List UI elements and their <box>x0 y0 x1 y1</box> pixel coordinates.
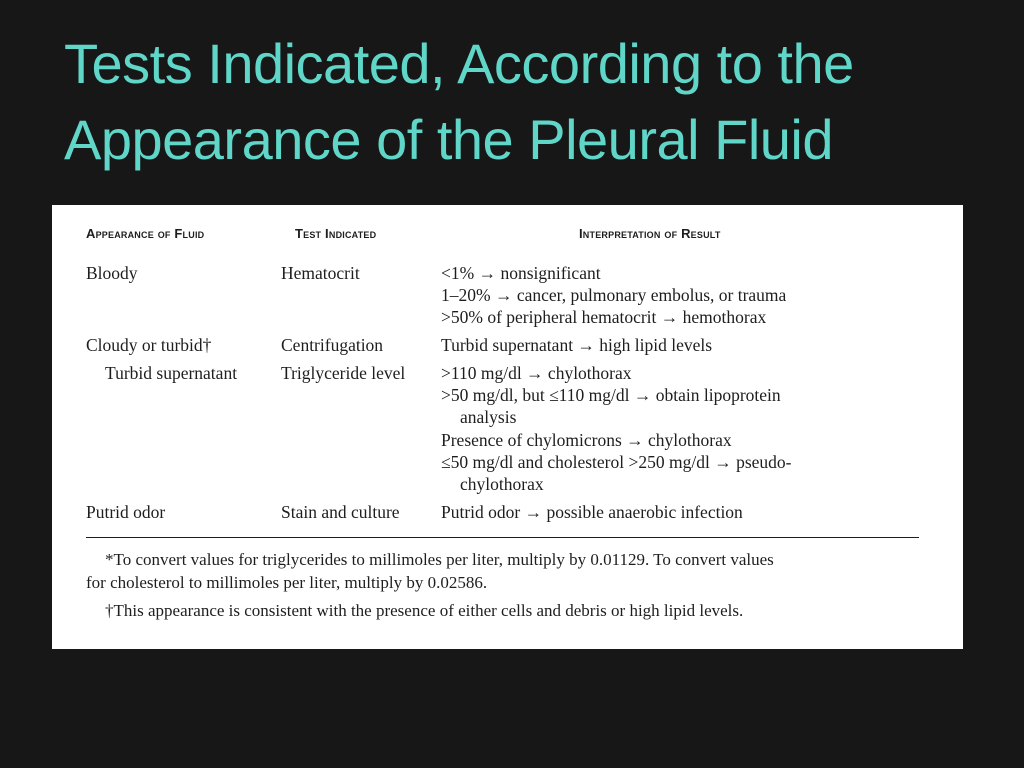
row-turbid-supernatant-interpretation-3: analysis <box>460 407 517 427</box>
row-putrid-interpretation-1: Putrid odor → possible anaerobic infection <box>441 502 743 522</box>
row-cloudy-test: Centrifugation <box>281 335 384 355</box>
row-turbid-supernatant-interpretation-2: >50 mg/dl, but ≤110 mg/dl → obtain lipoprotein <box>441 385 781 405</box>
slide-title-line-2: Appearance of the Pleural Fluid <box>64 108 833 171</box>
row-turbid-supernatant-interpretation-4: Presence of chylomicrons → chylothorax <box>441 430 732 450</box>
row-cloudy-appearance: Cloudy or turbid† <box>86 335 212 355</box>
row-bloody-interpretation-3: >50% of peripheral hematocrit → hemothorax <box>441 307 767 327</box>
row-bloody-interpretation-2: 1–20% → cancer, pulmonary embolus, or trauma <box>441 285 787 305</box>
pleural-fluid-table <box>52 205 963 649</box>
row-bloody-test: Hematocrit <box>281 263 360 283</box>
footnote-divider <box>86 537 919 538</box>
slide-title <box>64 26 964 178</box>
column-header-test: Test Indicated <box>295 226 377 241</box>
row-putrid-appearance: Putrid odor <box>86 502 166 522</box>
row-turbid-supernatant-interpretation-5: ≤50 mg/dl and cholesterol >250 mg/dl → pseudo- <box>441 452 792 472</box>
footnote-conversion-line-1: *To convert values for triglycerides to millimoles per liter, multiply by 0.01129. To convert values <box>105 550 774 569</box>
slide-title-line-1: Tests Indicated, According to the <box>64 32 854 95</box>
row-putrid-test: Stain and culture <box>281 502 400 522</box>
row-turbid-supernatant-test: Triglyceride level <box>281 363 406 383</box>
row-turbid-supernatant-interpretation-6: chylothorax <box>460 474 544 494</box>
footnote-dagger: †This appearance is consistent with the presence of either cells and debris or high lipid levels. <box>105 601 744 620</box>
column-header-appearance: Appearance of Fluid <box>86 226 205 241</box>
row-turbid-supernatant-appearance: Turbid supernatant <box>105 363 238 383</box>
row-bloody-interpretation-1: <1% → nonsignificant <box>441 263 601 283</box>
footnote-conversion-line-2: for cholesterol to millimoles per liter, multiply by 0.02586. <box>86 573 488 592</box>
row-bloody-appearance: Bloody <box>86 263 138 283</box>
column-header-interpretation: Interpretation of Result <box>579 226 721 241</box>
row-cloudy-interpretation-1: Turbid supernatant → high lipid levels <box>441 335 713 355</box>
row-turbid-supernatant-interpretation-1: >110 mg/dl → chylothorax <box>441 363 632 383</box>
